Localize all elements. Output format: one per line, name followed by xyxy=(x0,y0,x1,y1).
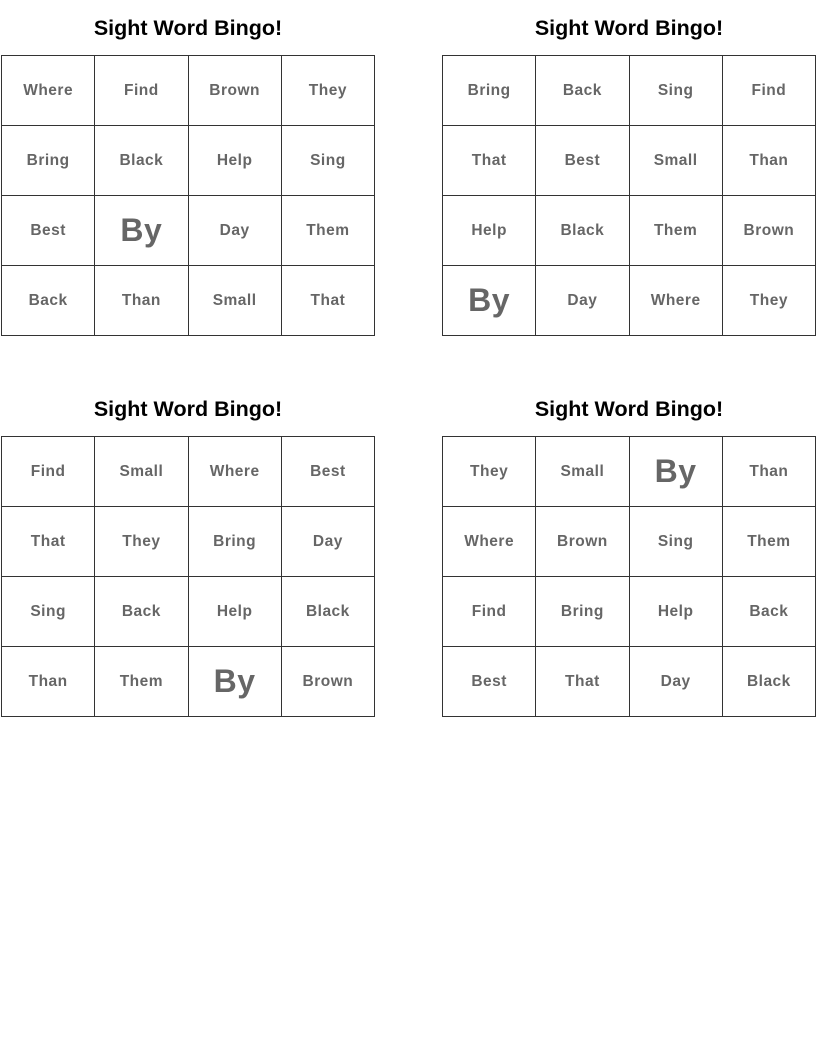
bingo-grid xyxy=(442,436,816,717)
grid-cell: Than xyxy=(722,126,815,196)
grid-cell: Brown xyxy=(281,647,374,717)
grid-cell: They xyxy=(95,507,188,577)
grid-cell-free: By xyxy=(95,196,188,266)
grid-cell: Day xyxy=(629,647,722,717)
grid-row xyxy=(2,437,375,507)
grid-cell: They xyxy=(443,437,536,507)
grid-cell: Find xyxy=(2,437,95,507)
grid-row xyxy=(2,126,375,196)
grid-cell: Back xyxy=(722,577,815,647)
grid-cell: Small xyxy=(188,266,281,336)
grid-cell: Than xyxy=(2,647,95,717)
grid-cell: That xyxy=(281,266,374,336)
grid-cell: They xyxy=(281,56,374,126)
bingo-card-3 xyxy=(1,381,375,699)
grid-cell: Than xyxy=(95,266,188,336)
grid-cell: Sing xyxy=(2,577,95,647)
grid-cell: Black xyxy=(95,126,188,196)
card-title: Sight Word Bingo! xyxy=(534,16,724,40)
grid-row xyxy=(443,266,816,336)
grid-cell: Them xyxy=(95,647,188,717)
grid-cell: Help xyxy=(629,577,722,647)
grid-cell: That xyxy=(443,126,536,196)
card-title: Sight Word Bingo! xyxy=(534,397,724,421)
grid-cell-free: By xyxy=(629,437,722,507)
grid-row xyxy=(2,577,375,647)
grid-cell: Them xyxy=(722,507,815,577)
grid-cell: Them xyxy=(281,196,374,266)
grid-cell: They xyxy=(722,266,815,336)
grid-cell: Sing xyxy=(629,56,722,126)
grid-cell: Back xyxy=(95,577,188,647)
grid-cell: Best xyxy=(443,647,536,717)
grid-cell: Bring xyxy=(188,507,281,577)
grid-cell: Best xyxy=(536,126,629,196)
bingo-grid xyxy=(1,55,375,336)
grid-row xyxy=(443,577,816,647)
grid-cell: Day xyxy=(281,507,374,577)
grid-cell: Small xyxy=(95,437,188,507)
grid-row xyxy=(2,507,375,577)
bingo-card-1 xyxy=(1,0,375,309)
grid-cell: Small xyxy=(536,437,629,507)
grid-cell: Bring xyxy=(536,577,629,647)
grid-cell: That xyxy=(536,647,629,717)
card-title: Sight Word Bingo! xyxy=(93,16,283,40)
grid-row xyxy=(443,647,816,717)
grid-cell: Best xyxy=(281,437,374,507)
grid-cell: Find xyxy=(722,56,815,126)
grid-row xyxy=(2,56,375,126)
grid-cell: Where xyxy=(2,56,95,126)
grid-cell: Bring xyxy=(443,56,536,126)
grid-row xyxy=(2,266,375,336)
grid-cell: Small xyxy=(629,126,722,196)
grid-cell-free: By xyxy=(188,647,281,717)
grid-cell: That xyxy=(2,507,95,577)
grid-cell: Sing xyxy=(629,507,722,577)
grid-cell: Find xyxy=(443,577,536,647)
grid-cell: Them xyxy=(629,196,722,266)
grid-cell: Back xyxy=(2,266,95,336)
grid-row xyxy=(443,507,816,577)
grid-row xyxy=(2,647,375,717)
grid-cell: Day xyxy=(536,266,629,336)
grid-cell: Than xyxy=(722,437,815,507)
grid-cell: Black xyxy=(722,647,815,717)
grid-cell: Brown xyxy=(722,196,815,266)
bingo-grid xyxy=(442,55,816,336)
grid-cell: Day xyxy=(188,196,281,266)
grid-cell: Black xyxy=(281,577,374,647)
card-title: Sight Word Bingo! xyxy=(93,397,283,421)
grid-row xyxy=(443,196,816,266)
grid-cell: Brown xyxy=(188,56,281,126)
bingo-grid xyxy=(1,436,375,717)
grid-row xyxy=(443,56,816,126)
bingo-card-2 xyxy=(442,0,816,318)
grid-cell: Find xyxy=(95,56,188,126)
grid-cell: Help xyxy=(188,577,281,647)
grid-row xyxy=(443,437,816,507)
grid-cell: Best xyxy=(2,196,95,266)
grid-cell: Bring xyxy=(2,126,95,196)
grid-cell: Back xyxy=(536,56,629,126)
grid-cell: Where xyxy=(443,507,536,577)
grid-cell: Brown xyxy=(536,507,629,577)
grid-cell: Black xyxy=(536,196,629,266)
grid-row xyxy=(2,196,375,266)
bingo-card-4 xyxy=(442,381,816,690)
grid-cell: Help xyxy=(443,196,536,266)
grid-cell: Sing xyxy=(281,126,374,196)
grid-cell: Help xyxy=(188,126,281,196)
grid-cell-free: By xyxy=(443,266,536,336)
grid-row xyxy=(443,126,816,196)
grid-cell: Where xyxy=(629,266,722,336)
grid-cell: Where xyxy=(188,437,281,507)
